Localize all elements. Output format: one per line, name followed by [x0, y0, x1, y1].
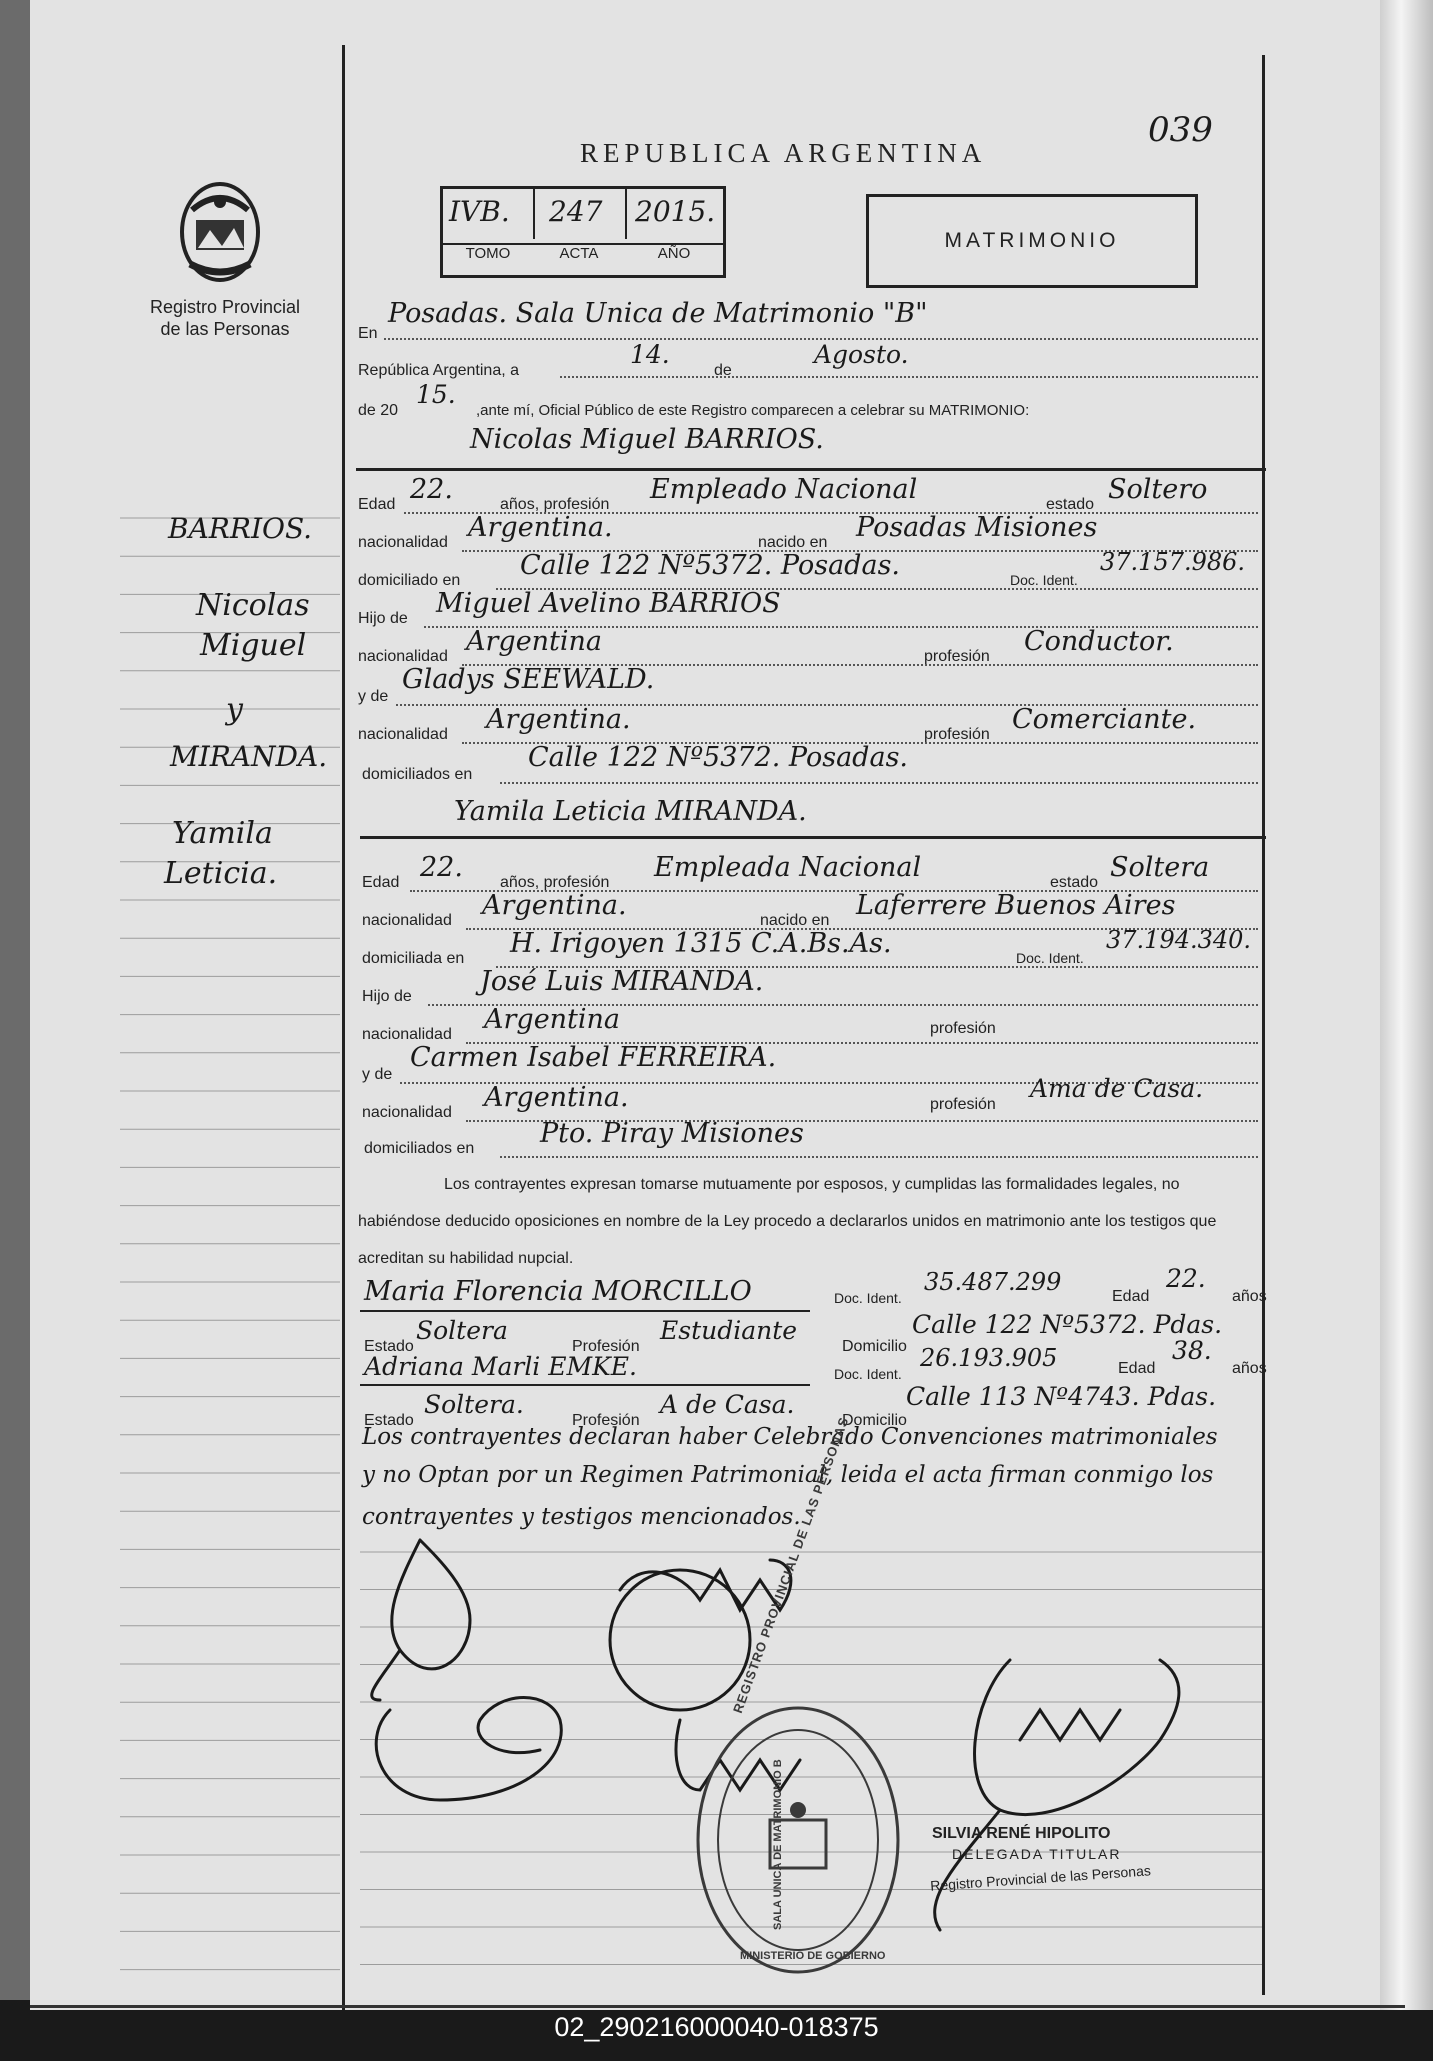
- witness-1-address: Calle 122 Nº5372. Pdas.: [912, 1310, 1223, 1339]
- note-line-2: y no Optan por un Regimen Patrimonial, leida el acta firman conmigo los: [362, 1462, 1214, 1488]
- declaration-text: Los contrayentes expresan tomarse mutuamente por esposos, y cumplidas las formalidades legales, no habiéndose deducido oposiciones en nombre de la Ley procedo a declararlos unidos en matrimonio ante los testigos que acreditan su habilidad nupcial.: [358, 1176, 1217, 1267]
- country-title: REPUBLICA ARGENTINA: [580, 138, 987, 168]
- groom-status: Soltero: [1108, 474, 1208, 505]
- groom-profession: Empleado Nacional: [650, 474, 918, 505]
- official-role: DELEGADA TITULAR: [952, 1846, 1122, 1862]
- witness-1-id: 35.487.299: [924, 1268, 1062, 1296]
- margin-name-bride-2: Leticia.: [164, 856, 278, 891]
- witness-2-name: Adriana Marli EMKE.: [364, 1352, 637, 1381]
- registry-name: Registro Provincial de las Personas: [149, 297, 301, 339]
- seal-bottom-text: MINISTERIO DE GOBIERNO: [740, 1950, 886, 1962]
- witness-2-id: 26.193.905: [920, 1344, 1058, 1372]
- signature-bride: [620, 1560, 791, 1610]
- file-caption: 02_290216000040-018375: [554, 2012, 879, 2042]
- margin-name-groom-1: Nicolas: [196, 588, 310, 623]
- intro-sentence: ,ante mí, Oficial Público de este Registro comparecen a celebrar su MATRIMONIO:: [476, 402, 1030, 419]
- witness-2-address: Calle 113 Nº4743. Pdas.: [906, 1382, 1217, 1411]
- witness-1-age: 22.: [1166, 1264, 1206, 1293]
- anio-value: 2015.: [635, 195, 716, 228]
- official-name: SILVIA RENÉ HIPOLITO: [932, 1825, 1111, 1842]
- de-label: de: [714, 362, 732, 379]
- witness-1-profession: Estudiante: [660, 1316, 798, 1345]
- groom-id: 37.157.986.: [1100, 548, 1246, 576]
- groom-mother-profession: Comerciante.: [1012, 704, 1197, 735]
- margin-conjunction: y: [226, 692, 243, 727]
- signature-witness-1: [376, 1698, 561, 1801]
- witness-2-profession: A de Casa.: [660, 1390, 795, 1419]
- acta-label: ACTA: [559, 245, 599, 262]
- bride-id: 37.194.340.: [1106, 926, 1252, 954]
- year-prefix: de 20: [358, 402, 399, 419]
- groom-mother: Gladys SEEWALD.: [402, 664, 655, 695]
- groom-age: 22.: [410, 474, 453, 505]
- bride-nationality: Argentina.: [482, 890, 627, 921]
- en-label: En: [358, 325, 378, 342]
- bride-mother: Carmen Isabel FERREIRA.: [410, 1042, 777, 1073]
- bride-mother-profession: Ama de Casa.: [1030, 1074, 1204, 1103]
- official-seal: [698, 1708, 898, 1972]
- seal-text: REGISTRO PROVINCIAL DE LAS PERSONAS: [730, 1414, 852, 1716]
- republic-label: República Argentina, a: [358, 362, 519, 379]
- bride-profession: Empleada Nacional: [654, 852, 922, 883]
- bride-mother-nationality: Argentina.: [484, 1082, 629, 1113]
- bride-birthplace: Laferrere Buenos Aires: [856, 890, 1176, 921]
- signature-groom: [372, 1540, 470, 1700]
- bride-parents-address: Pto. Piray Misiones: [540, 1118, 804, 1149]
- tomo-label: TOMO: [465, 245, 511, 262]
- groom-father-profession: Conductor.: [1024, 626, 1174, 657]
- groom-father: Miguel Avelino BARRIOS: [436, 588, 781, 619]
- groom-nationality: Argentina.: [468, 512, 613, 543]
- scanned-page: REPUBLICA ARGENTINA 039 Registro Provincial de las Personas IVB. 247 2015. TOMO ACTA AÑO MATRIMONIO En Posadas. Sala Unica de Matrimonio "B" República Argentina, a 14. de Agosto. de 20 15. ,ante mí, Oficial Público de este Registro comparecen a celebrar su MATRIMONIO: Nicolas Miguel BARRIOS. Edad 22. años, profesión Empleado Nacional estado Soltero nacionalidad Argentina. nacido en Posadas Misiones domiciliado en Calle 122 Nº5372. Posadas. Doc. Ident. 37.157.986. Hijo de Miguel Avelino BARRIOS nacionalidad Argentina profesión Conductor. y de Gladys SEEWALD. nacionalidad Argentina. profesión Comerciante. domiciliados en Calle 122 Nº5372. Posadas. Yamila Leticia MIRANDA. Edad 22. años, profesión Empleada Nacional estado Soltera nacionalidad Argentina. nacido en Laferrere Buenos Aires domiciliada en H. Irigoyen 1315 C.A.Bs.As. Doc. Ident. 37.194.340. Hijo de José Luis MIRANDA. nacionalidad Argentina profesión y de Carmen Isabel FERREIRA. nacionalidad Argentina. profesión Ama de Casa. domiciliados en Pto. Piray Misiones Los contrayentes expresan tomarse mutuamente por esposos, y cumplidas las formalidades legales, no habiéndose deducido oposiciones en nombre de la Ley procedo a declararlos unidos en matrimonio ante los testigos que acreditan su habilidad nupcial. Maria Florencia MORCILLO Doc. Ident. 35.487.299 Edad 22. años Estado Soltera Profesión Estudiante Domicilio Calle 122 Nº5372. Pdas. Adriana Marli EMKE. Doc. Ident. 26.193.905 Edad 38. años Estado Soltera. Profesión A de Casa. Domicilio Calle 113 Nº4743. Pdas. Los contrayentes declaran haber Celebrado Convenciones matrimoniales y no Optan por un Regimen Patrimonial, leida el acta firman conmigo los contrayentes y testigos mencionados. BARRIOS. Nicolas Miguel y MIRANDA. Yamila Leticia. SILVIA RENÉ HIPOLITO DELEGADA TITULAR Registro Provincial de las Personas REGISTRO PROVINCIAL DE LAS PERSONAS SALA UNICA DE MATRIMONIO B MINISTERIO DE GOBIERNO: [0, 0, 1433, 2010]
- note-line-1: Los contrayentes declaran haber Celebrado Convenciones matrimoniales: [362, 1424, 1218, 1450]
- year-suffix: 15.: [416, 380, 456, 409]
- note-line-3: contrayentes y testigos mencionados.: [362, 1504, 801, 1530]
- day-value: 14.: [630, 340, 670, 369]
- bride-father-nationality: Argentina: [484, 1004, 621, 1035]
- margin-surname-groom: BARRIOS.: [168, 512, 313, 545]
- groom-mother-nationality: Argentina.: [486, 704, 631, 735]
- bride-address: H. Irigoyen 1315 C.A.Bs.As.: [510, 928, 892, 959]
- seal-inner-text: SALA UNICA DE MATRIMONIO B: [772, 1759, 784, 1930]
- record-type-box: MATRIMONIO: [866, 194, 1198, 288]
- groom-address: Calle 122 Nº5372. Posadas.: [520, 550, 901, 581]
- witness-2-age: 38.: [1172, 1336, 1212, 1365]
- groom-parents-address: Calle 122 Nº5372. Posadas.: [528, 742, 909, 773]
- signature-bride-loop: [610, 1570, 750, 1710]
- bride-full-name: Yamila Leticia MIRANDA.: [454, 796, 807, 827]
- groom-full-name: Nicolas Miguel BARRIOS.: [470, 424, 824, 455]
- margin-surname-bride: MIRANDA.: [170, 740, 328, 773]
- bride-father: José Luis MIRANDA.: [480, 966, 764, 997]
- folio-number: 039: [1148, 110, 1213, 150]
- margin-name-groom-2: Miguel: [200, 628, 307, 663]
- month-value: Agosto.: [814, 340, 909, 369]
- groom-father-nationality: Argentina: [466, 626, 603, 657]
- witness-1-name: Maria Florencia MORCILLO: [364, 1276, 752, 1307]
- bride-age: 22.: [420, 852, 463, 883]
- signature-official: [975, 1660, 1179, 1815]
- witness-2-status: Soltera.: [424, 1390, 524, 1419]
- margin-name-bride-1: Yamila: [172, 816, 273, 851]
- acta-value: 247: [549, 195, 603, 228]
- place-value: Posadas. Sala Unica de Matrimonio "B": [388, 298, 928, 329]
- bride-status: Soltera: [1110, 852, 1210, 883]
- groom-birthplace: Posadas Misiones: [856, 512, 1098, 543]
- official-registry: Registro Provincial de las Personas: [929, 1862, 1152, 1894]
- witness-1-status: Soltera: [416, 1316, 508, 1345]
- anio-label: AÑO: [657, 245, 691, 262]
- tomo-value: IVB.: [449, 195, 510, 228]
